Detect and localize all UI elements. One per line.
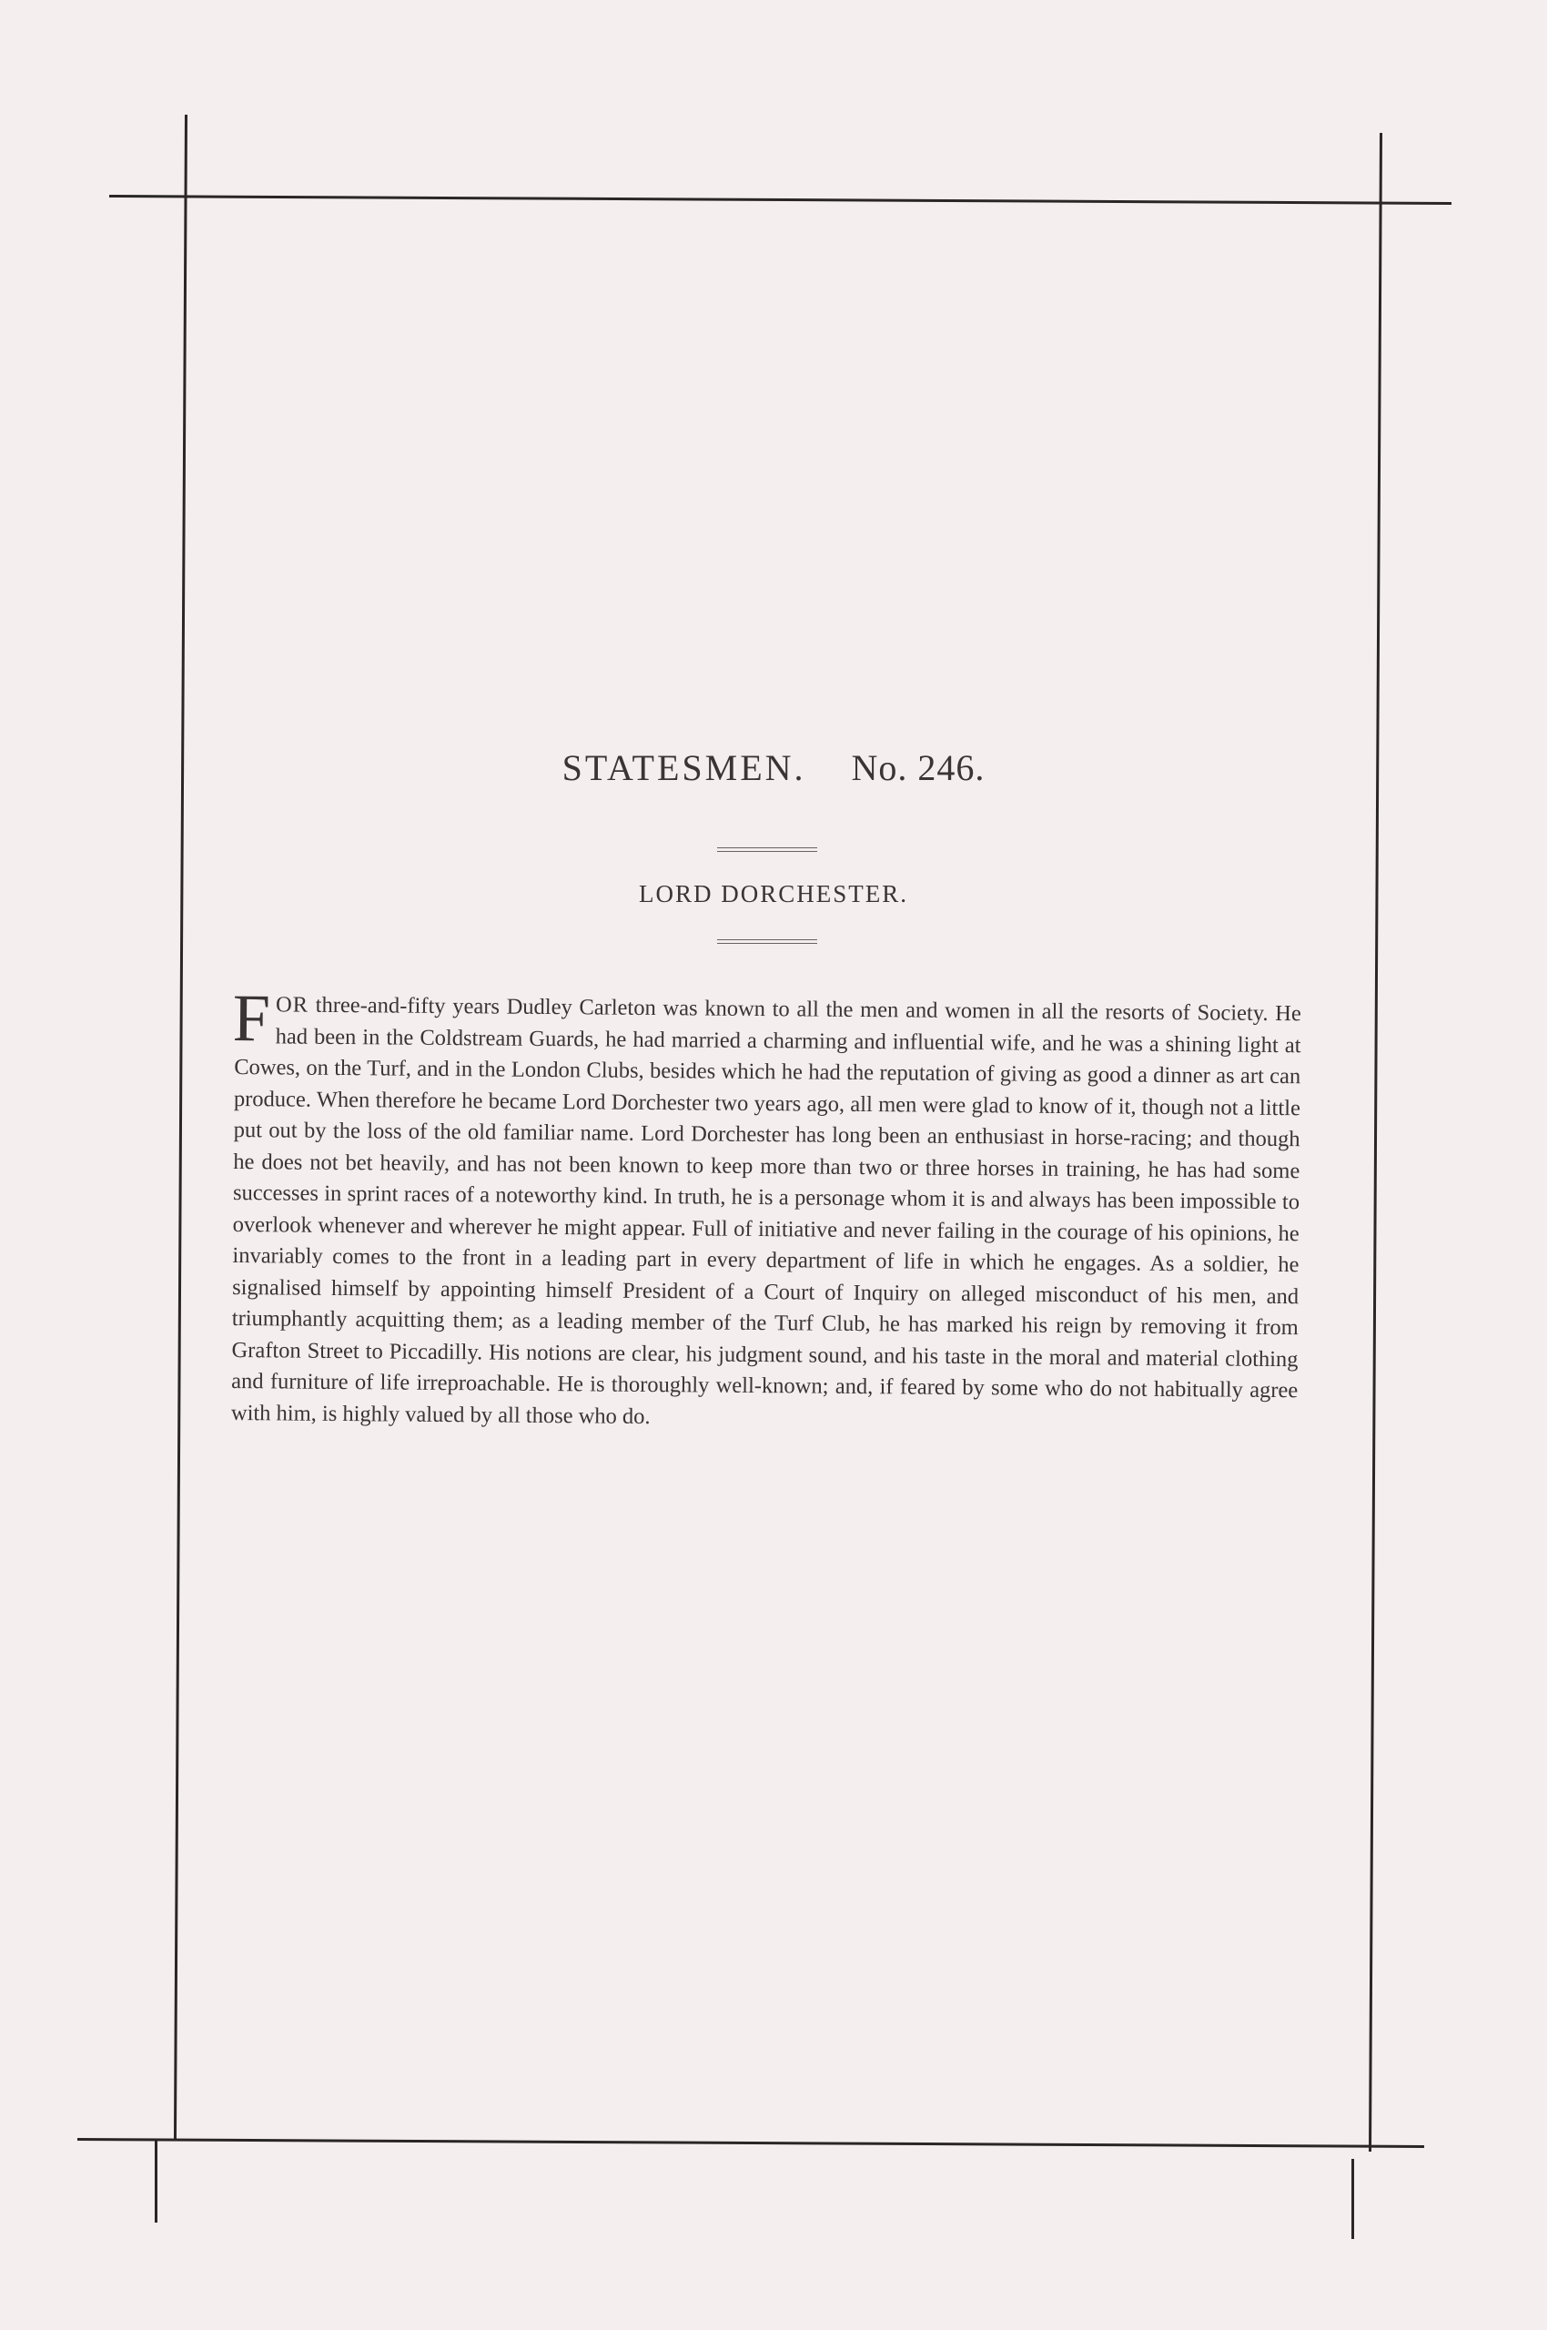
bottom-rule	[77, 2138, 1424, 2148]
section-title: STATESMEN.	[561, 747, 806, 788]
drop-cap: F	[232, 980, 271, 1057]
body-paragraph	[230, 980, 1301, 1438]
left-rule	[174, 115, 187, 2139]
bottom-left-tick	[155, 2139, 157, 2223]
lead-in: OR	[275, 992, 309, 1018]
article-subtitle: LORD DORCHESTER.	[638, 880, 908, 907]
article-body	[230, 980, 1301, 1438]
body-text: three-and-fifty years Dudley Carleton was known to all the men and women in all the resorts of Society. He had been in the Coldstream Guards, he had married a charming and influential wife, and he was a shining light at Cowes, on the Turf, and in the London Clubs, besides which he had the reputation of giving as good a dinner as art can produce. When therefore he became Lord Dorchester two years ago, all men were glad to know of it, though not a little put out by the loss of the old familiar name. Lord Dorchester has long been an enthusiast in horse-racing; and though he does not bet heavily, and has not been known to keep more than two or three horses in training, he has had some successes in sprint races of a noteworthy kind. In truth, he is a personage whom it is and always has been impossible to overlook whenever and wherever he might appear. Full of initiative and never failing in the courage of his opinions, he invariably comes to the front in a leading part in every department of life in which he engages. As a soldier, he signalised himself by appointing himself President of a Court of Inquiry on alleged misconduct of his men, and triumphantly acquitting them; as a leading member of the Turf Club, he has marked his reign by removing it from Grafton Street to Piccadilly. His notions are clear, his judgment sound, and his taste in the moral and material clothing and furniture of life irreproachable. He is thoroughly well-known; and, if feared by some who do not habitually agree with him, is highly valued by all those who do.	[230, 992, 1301, 1429]
top-rule	[109, 195, 1452, 205]
article-heading	[0, 746, 1547, 789]
issue-number: No. 246.	[851, 747, 986, 788]
divider-upper	[717, 847, 817, 852]
bottom-right-tick	[1351, 2159, 1354, 2239]
right-rule	[1369, 133, 1382, 2152]
divider-lower	[717, 939, 817, 944]
